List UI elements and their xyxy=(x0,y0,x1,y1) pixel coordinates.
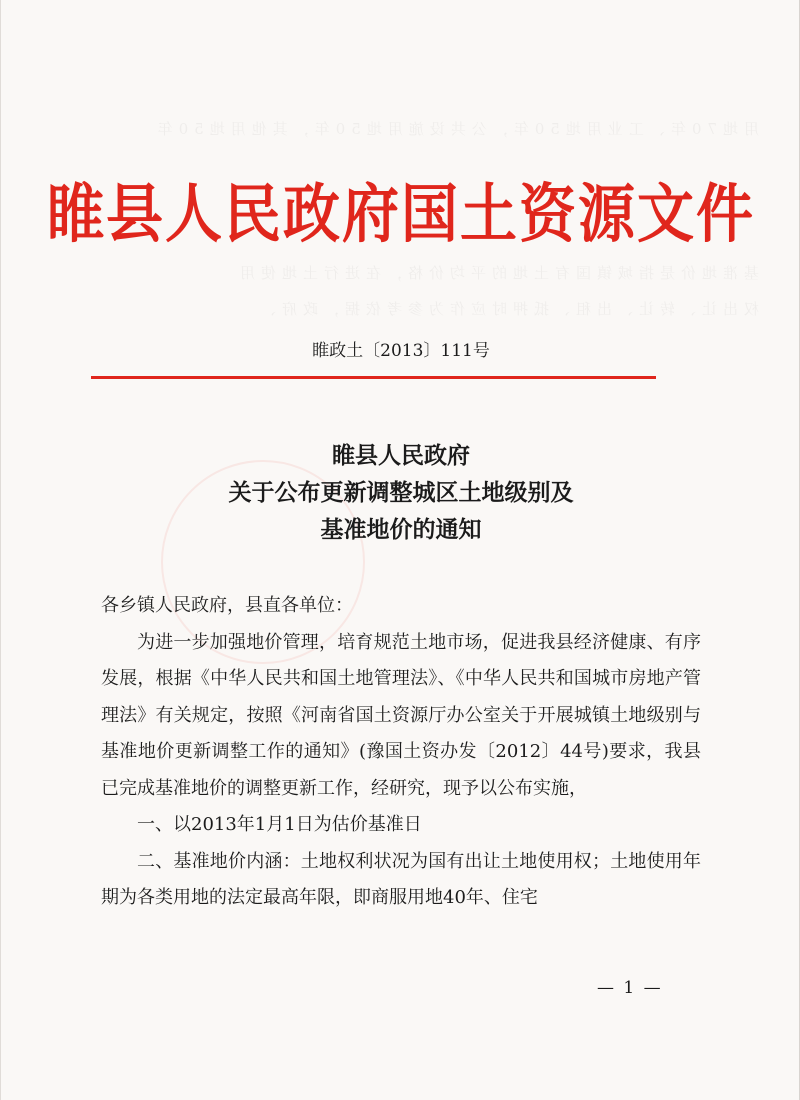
notice-title-line-1: 睢县人民政府 xyxy=(332,442,470,469)
notice-body xyxy=(101,588,701,917)
bleed-through-text: 权出让、转让、出租、抵押时应作为参考依据，政府、 xyxy=(254,300,759,318)
page-number: — 1 — xyxy=(597,978,663,998)
body-item-1: 一、以2013年1月1日为估价基准日 xyxy=(137,814,422,835)
bleed-through-text: 用地70年、工业用地50年，公共设施用地50年，其他用地50年 xyxy=(151,120,759,138)
body-paragraph-1: 为进一步加强地价管理，培育规范土地市场，促进我县经济健康、有序发展，根据《中华人民共和国土地管理法》、《中华人民共和国城市房地产管理法》有关规定，按照《河南省国土资源厅办公室关于开展城镇土地级别与基准地价更新调整工作的通知》(豫国土资办发〔2012〕44号)要求，我县已完成基准地价的调整更新工作，经研究，现予以公布实施， xyxy=(101,631,701,799)
red-divider-line xyxy=(91,376,656,379)
salutation: 各乡镇人民政府，县直各单位： xyxy=(101,595,353,616)
bleed-through-text: 基准地价是指城镇国有土地的平均价格，在进行土地使用 xyxy=(233,264,759,282)
notice-title xyxy=(1,437,800,548)
notice-title-line-2: 关于公布更新调整城区土地级别及 xyxy=(228,479,574,506)
notice-title-line-3: 基准地价的通知 xyxy=(320,516,482,543)
document-header-title: 睢县人民政府国土资源文件 xyxy=(47,176,755,252)
body-item-2: 二、基准地价内涵：土地权利状况为国有出让土地使用权；土地使用年期为各类用地的法定最高年限，即商服用地40年、住宅 xyxy=(101,850,701,908)
document-number: 睢政土〔2013〕111号 xyxy=(312,341,490,361)
